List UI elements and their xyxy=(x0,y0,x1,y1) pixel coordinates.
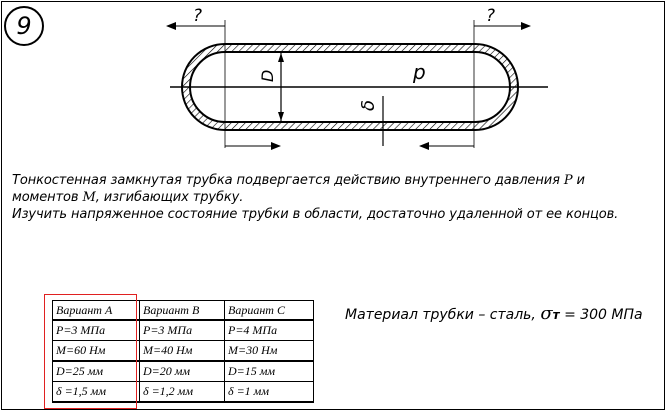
table-cell: P=3 МПа xyxy=(53,320,140,341)
table-row xyxy=(53,361,314,382)
moment-symbol: M xyxy=(82,190,96,205)
table-cell: M=40 Нм xyxy=(140,341,225,362)
table-header-cell: Вариант A xyxy=(53,301,140,321)
table-row xyxy=(53,382,314,403)
table-row xyxy=(53,341,314,362)
table-row xyxy=(53,320,314,341)
diameter-label: D xyxy=(258,69,277,82)
problem-line-2 xyxy=(12,189,657,206)
diameter-arrow-top xyxy=(278,53,284,62)
table-cell: D=20 мм xyxy=(140,361,225,382)
table-cell: M=60 Нм xyxy=(53,341,140,362)
pressure-label: p xyxy=(413,60,426,84)
material-note xyxy=(345,303,643,324)
force-label-left: ? xyxy=(193,6,203,26)
tube-diagram xyxy=(0,0,666,170)
table-cell: δ =1,2 мм xyxy=(140,382,225,403)
sigma-subscript: т xyxy=(552,308,560,322)
table-cell: D=25 мм xyxy=(53,361,140,382)
material-prefix: Материал трубки – сталь, xyxy=(345,307,536,323)
thickness-label: δ xyxy=(358,99,379,111)
problem-text-part: моментов xyxy=(12,190,83,205)
variants-table xyxy=(52,300,314,403)
table-header-row xyxy=(53,301,314,321)
table-cell: P=3 МПа xyxy=(140,320,225,341)
table-cell: δ =1,5 мм xyxy=(53,382,140,403)
problem-text-part: , изгибающих трубку. xyxy=(95,190,244,205)
table-cell: δ =1 мм xyxy=(225,382,314,403)
table-cell: M=30 Нм xyxy=(225,341,314,362)
problem-text-part: и xyxy=(572,173,585,188)
problem-statement xyxy=(12,172,657,223)
sigma-symbol: σ xyxy=(540,303,553,324)
problem-number: 9 xyxy=(16,12,32,40)
pressure-symbol: P xyxy=(563,173,573,188)
table-header-cell: Вариант B xyxy=(140,301,225,321)
problem-line-3: Изучить напряженное состояние трубки в области, достаточно удаленной от ее концов. xyxy=(12,207,619,222)
force-label-right: ? xyxy=(486,6,496,26)
table-cell: P=4 МПа xyxy=(225,320,314,341)
table-header-cell: Вариант C xyxy=(225,301,314,321)
problem-line-1 xyxy=(12,172,657,189)
material-value: = 300 МПа xyxy=(564,307,643,323)
table-cell: D=15 мм xyxy=(225,361,314,382)
diameter-arrow-bottom xyxy=(278,112,284,121)
problem-text-part: Тонкостенная замкнутая трубка подвергается действию внутреннего давления xyxy=(12,173,564,188)
